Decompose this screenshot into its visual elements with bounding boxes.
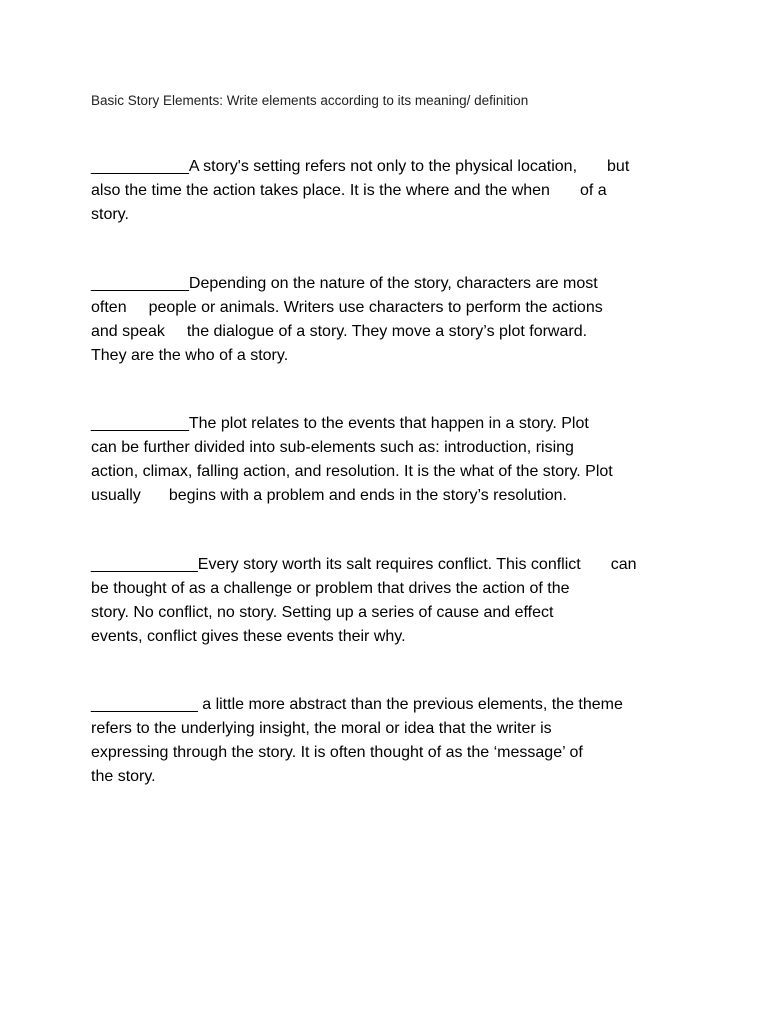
definition-line: events, conflict gives these events their why. xyxy=(91,628,406,645)
definition-line: ___________Depending on the nature of the story, characters are most xyxy=(91,275,598,292)
definition-conflict xyxy=(91,553,637,649)
definition-line: They are the who of a story. xyxy=(91,347,289,364)
definition-line: ____________ a little more abstract than the previous elements, the theme xyxy=(91,696,623,713)
definition-line: ____________Every story worth its salt requires conflict. This conflict can xyxy=(91,556,637,573)
definition-line: refers to the underlying insight, the moral or idea that the writer is xyxy=(91,720,552,737)
definition-characters xyxy=(91,272,603,368)
definition-line: ___________A story's setting refers not only to the physical location, but xyxy=(91,158,630,175)
definition-line: also the time the action takes place. It is the where and the when of a xyxy=(91,182,607,199)
definition-line: ___________The plot relates to the events that happen in a story. Plot xyxy=(91,415,589,432)
definition-line: expressing through the story. It is often thought of as the ‘message’ of xyxy=(91,744,583,761)
definition-line: can be further divided into sub-elements such as: introduction, rising xyxy=(91,439,574,456)
definition-theme xyxy=(91,693,623,789)
definition-line: action, climax, falling action, and resolution. It is the what of the story. Plot xyxy=(91,463,613,480)
definition-line: story. xyxy=(91,206,129,223)
definition-line: usually begins with a problem and ends in the story’s resolution. xyxy=(91,487,567,504)
definition-line: often people or animals. Writers use characters to perform the actions xyxy=(91,299,603,316)
definition-plot xyxy=(91,412,613,508)
definition-line: story. No conflict, no story. Setting up a series of cause and effect xyxy=(91,604,554,621)
definition-setting xyxy=(91,155,629,227)
definition-line: the story. xyxy=(91,768,156,785)
definition-line: be thought of as a challenge or problem that drives the action of the xyxy=(91,580,570,597)
definition-line: and speak the dialogue of a story. They move a story’s plot forward. xyxy=(91,323,588,340)
worksheet-heading: Basic Story Elements: Write elements according to its meaning/ definition xyxy=(91,93,529,108)
